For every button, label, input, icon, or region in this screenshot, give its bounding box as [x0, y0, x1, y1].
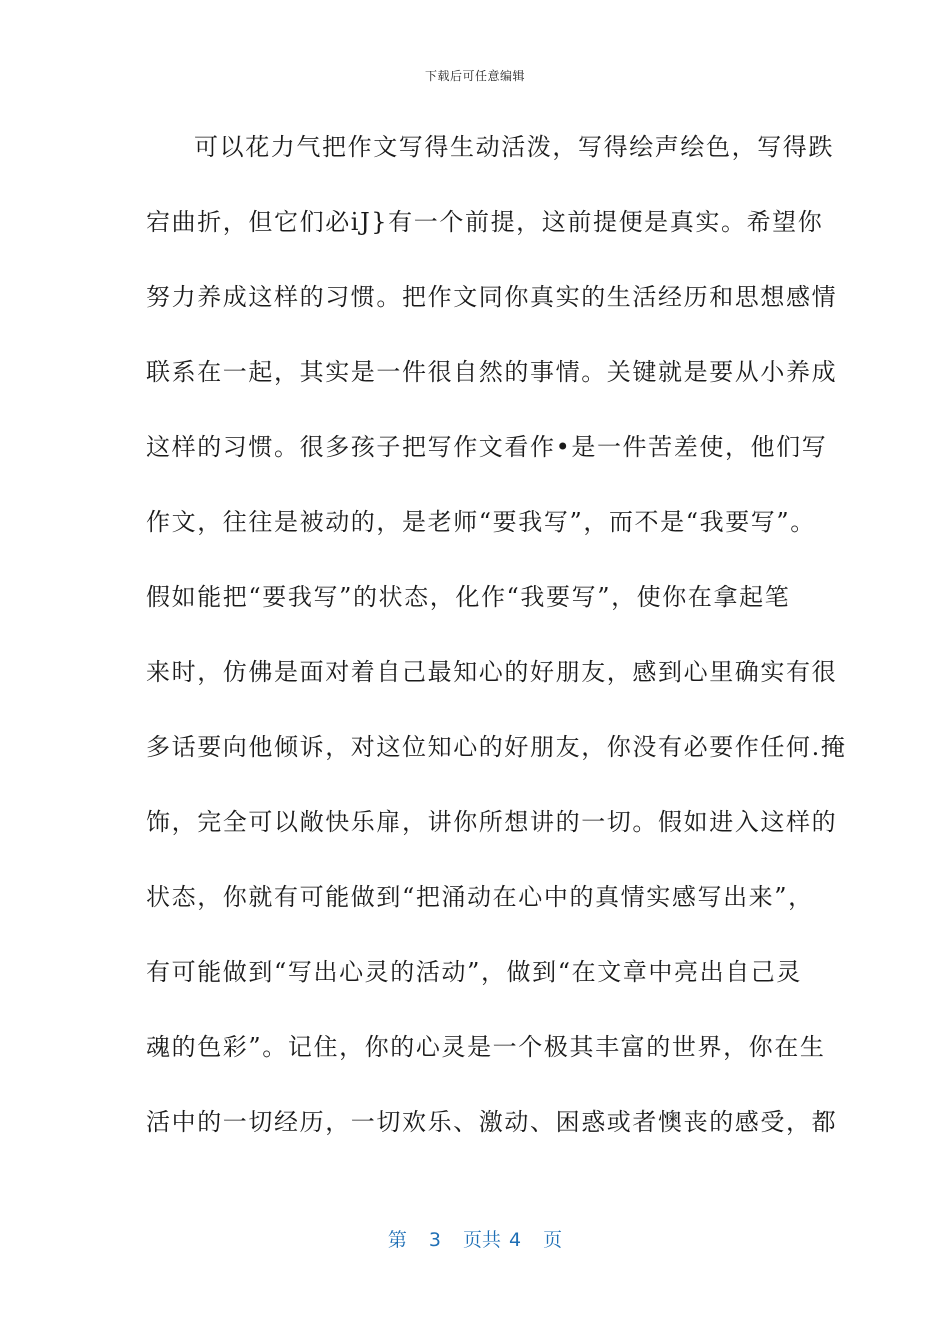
page-middle: 页共: [462, 1229, 501, 1251]
page-footer: [0, 1225, 950, 1252]
document-body: [146, 124, 847, 1174]
text-line: 活中的一切经历，一切欢乐、激动、困惑或者懊丧的感受，都: [146, 1108, 838, 1136]
text-line: 联系在一起，其实是一件很自然的事情。关键就是要从小养成: [146, 358, 838, 386]
text-line: 这样的习惯。很多孩子把写作文看作•是一件苦差使，他们写: [146, 433, 828, 461]
text-line: 可以花力气把作文写得生动活泼，写得绘声绘色，写得跌: [194, 133, 834, 161]
page-current: 3: [428, 1229, 441, 1251]
text-line: 来时，仿佛是面对着自己最知心的好朋友，感到心里确实有很: [146, 658, 838, 686]
text-line: 多话要向他倾诉，对这位知心的好朋友，你没有必要作任何.掩: [146, 733, 847, 761]
text-line: 作文，往往是被动的，是老师“要我写”，而不是“我要写”。: [146, 508, 816, 536]
header-note: 下载后可任意编辑: [424, 69, 525, 83]
text-line: 饰，完全可以敞快乐扉，讲你所想讲的一切。假如进入这样的: [146, 808, 838, 836]
text-line: 宕曲折，但它们必iJ}有一个前提，这前提便是真实。希望你: [146, 208, 824, 236]
text-line: 状态，你就有可能做到“把涌动在心中的真情实感写出来”，: [146, 883, 814, 911]
text-line: 假如能把“要我写”的状态，化作“我要写”，使你在拿起笔: [146, 583, 791, 611]
page-suffix: 页: [543, 1229, 563, 1251]
text-line: 有可能做到“写出心灵的活动”，做到“在文章中亮出自己灵: [146, 958, 803, 986]
text-line: 魂的色彩”。记住，你的心灵是一个极其丰富的世界，你在生: [146, 1033, 826, 1061]
text-line: 努力养成这样的习惯。把作文同你真实的生活经历和思想感情: [146, 283, 838, 311]
page-prefix: 第: [387, 1229, 407, 1251]
page-total: 4: [509, 1229, 522, 1251]
